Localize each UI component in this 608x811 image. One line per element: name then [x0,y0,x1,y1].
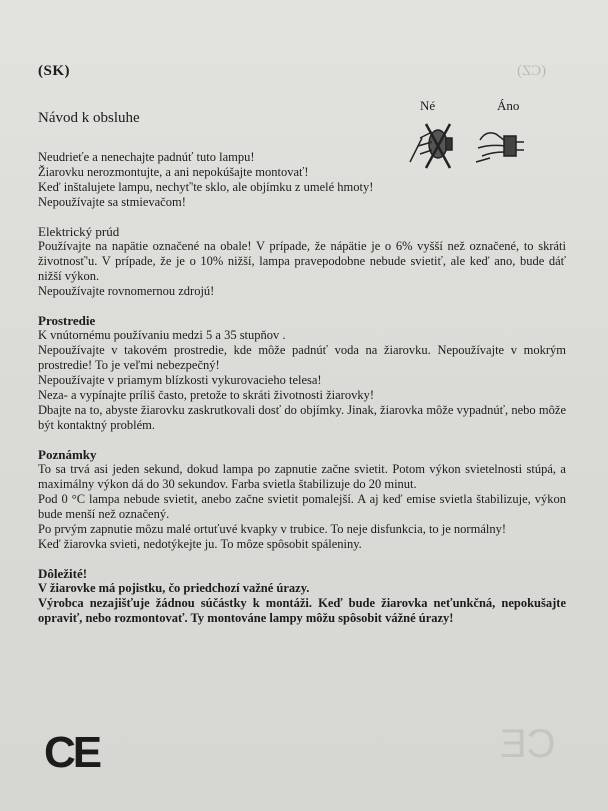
language-badge: (SK) [38,63,70,79]
section-line: Dbajte na to, abyste žiarovku zaskrutkovali dosť do objímky. Jinak, žiarovka môže vypadnúť, nebo môže být kontaktný problém. [38,403,566,432]
manual-content [38,150,566,636]
electric-section [38,224,566,299]
section-line: K vnútornému používaniu medzi 5 a 35 stupňov . [38,328,286,342]
environment-section [38,313,566,433]
section-line: Pod 0 °C lampa nebude svietit, anebo začne svietit pomalejší. A aj keď emise svietla štabilizuje, výkon bude menší než označený. [38,492,566,521]
notes-section [38,447,566,552]
intro-line: Keď inštalujete lampu, nechyť'te sklo, ale objímku z umelé hmoty! [38,180,374,194]
section-paragraph: Používajte na napätie označené na obale! V prípade, že nápätie je o 6% vyšší než označené, to skráti životnosť'u. V prípade, že je o 10% nižší, lampa pravepodobne nebude svietiť, ale keď ano, bude dáť nižší výkon. [38,239,566,283]
important-section [38,566,566,626]
section-heading: Prostredie [38,313,96,328]
illustration-label-no: Né [420,98,436,113]
page-title: Návod k obsluhe [38,110,140,126]
bleed-through-text: (CZ) [516,63,546,79]
section-line: Nepoužívajte v priamym blízkosti vykurovacieho telesa! [38,373,322,387]
section-line: Keď žiarovka svieti, nedotýkejte ju. To môze spôsobit spáleniny. [38,537,362,551]
bleed-through-mark: CE [500,722,556,766]
section-line: To sa trvá asi jeden sekund, dokud lampa po zapnutie začne svietit. Potom výkon svietelnosti stúpá, a maximálny výkon dá do 30 sekundov. Farba svietla štabilizuje do 20 minut. [38,462,566,491]
section-line: Nepoužívajte v takovém prostredie, kde môže padnúť voda na žiarovku. Nepoužívajte v mokrým prostredie! To je veľmi nebezpečný! [38,343,566,372]
section-heading: Elektrický prúd [38,224,120,239]
ce-mark-logo: CE [44,728,100,777]
intro-line: Žiarovku nerozmontujte, a ani nepokúšajte montovať! [38,165,309,179]
intro-line: Neudrieťe a nenechajte padnúť tuto lampu! [38,150,255,164]
section-heading: Poznámky [38,447,97,462]
intro-line: Nepoužívajte sa stmievačom! [38,195,186,209]
section-line: Po prvým zapnutie môzu malé ortuťuvé kvapky v trubice. To neje disfunkcia, to je normálny! [38,522,507,536]
intro-section [38,150,566,210]
illustration-label-yes: Áno [497,98,520,113]
section-heading: Dôležité! [38,566,88,581]
section-line: Neza- a vypínajte príliš často, pretože to skráti životnosti žiarovky! [38,388,374,402]
section-line: Výrobca nezajišťuje žádnou súčástky k montáži. Keď bude žiarovka neťunkčná, nepokušajte opraviť, nebo rozmontovať. Ty montováne lampy môžu spôsobit vážné úrazy! [38,596,566,625]
section-paragraph: Nepoužívajte rovnomernou zdrojú! [38,284,215,298]
section-line: V žiarovke má pojistku, čo priedchozí važné úrazy. [38,581,310,595]
